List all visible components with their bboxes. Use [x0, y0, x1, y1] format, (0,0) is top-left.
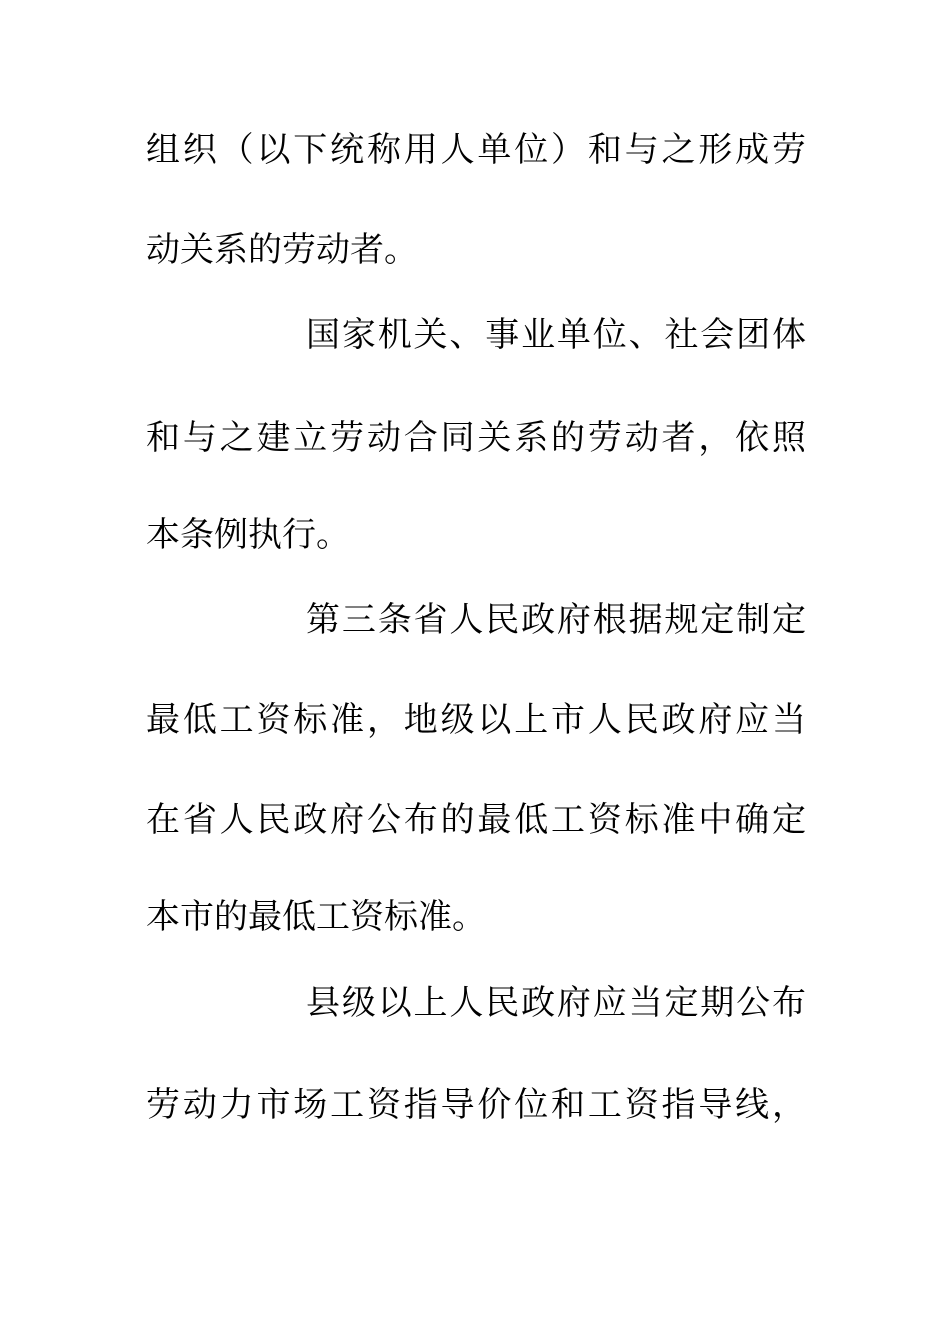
- paragraph-first-line: 国家机关、事业单位、社会团体: [306, 315, 806, 355]
- text-line: 组织（以下统称用人单位）和与之形成劳: [146, 130, 806, 170]
- text-line: 最低工资标准，地级以上市人民政府应当: [146, 700, 806, 740]
- text-line: 在省人民政府公布的最低工资标准中确定: [146, 800, 806, 840]
- text-line: 劳动力市场工资指导价位和工资指导线，: [146, 1085, 806, 1125]
- text-line: 动关系的劳动者。: [146, 230, 418, 270]
- paragraph-first-line: 第三条省人民政府根据规定制定: [306, 600, 806, 640]
- text-line: 和与之建立劳动合同关系的劳动者，依照: [146, 418, 806, 458]
- text-line: 本条例执行。: [146, 515, 350, 555]
- paragraph-first-line: 县级以上人民政府应当定期公布: [306, 983, 806, 1023]
- text-line: 本市的最低工资标准。: [146, 897, 486, 937]
